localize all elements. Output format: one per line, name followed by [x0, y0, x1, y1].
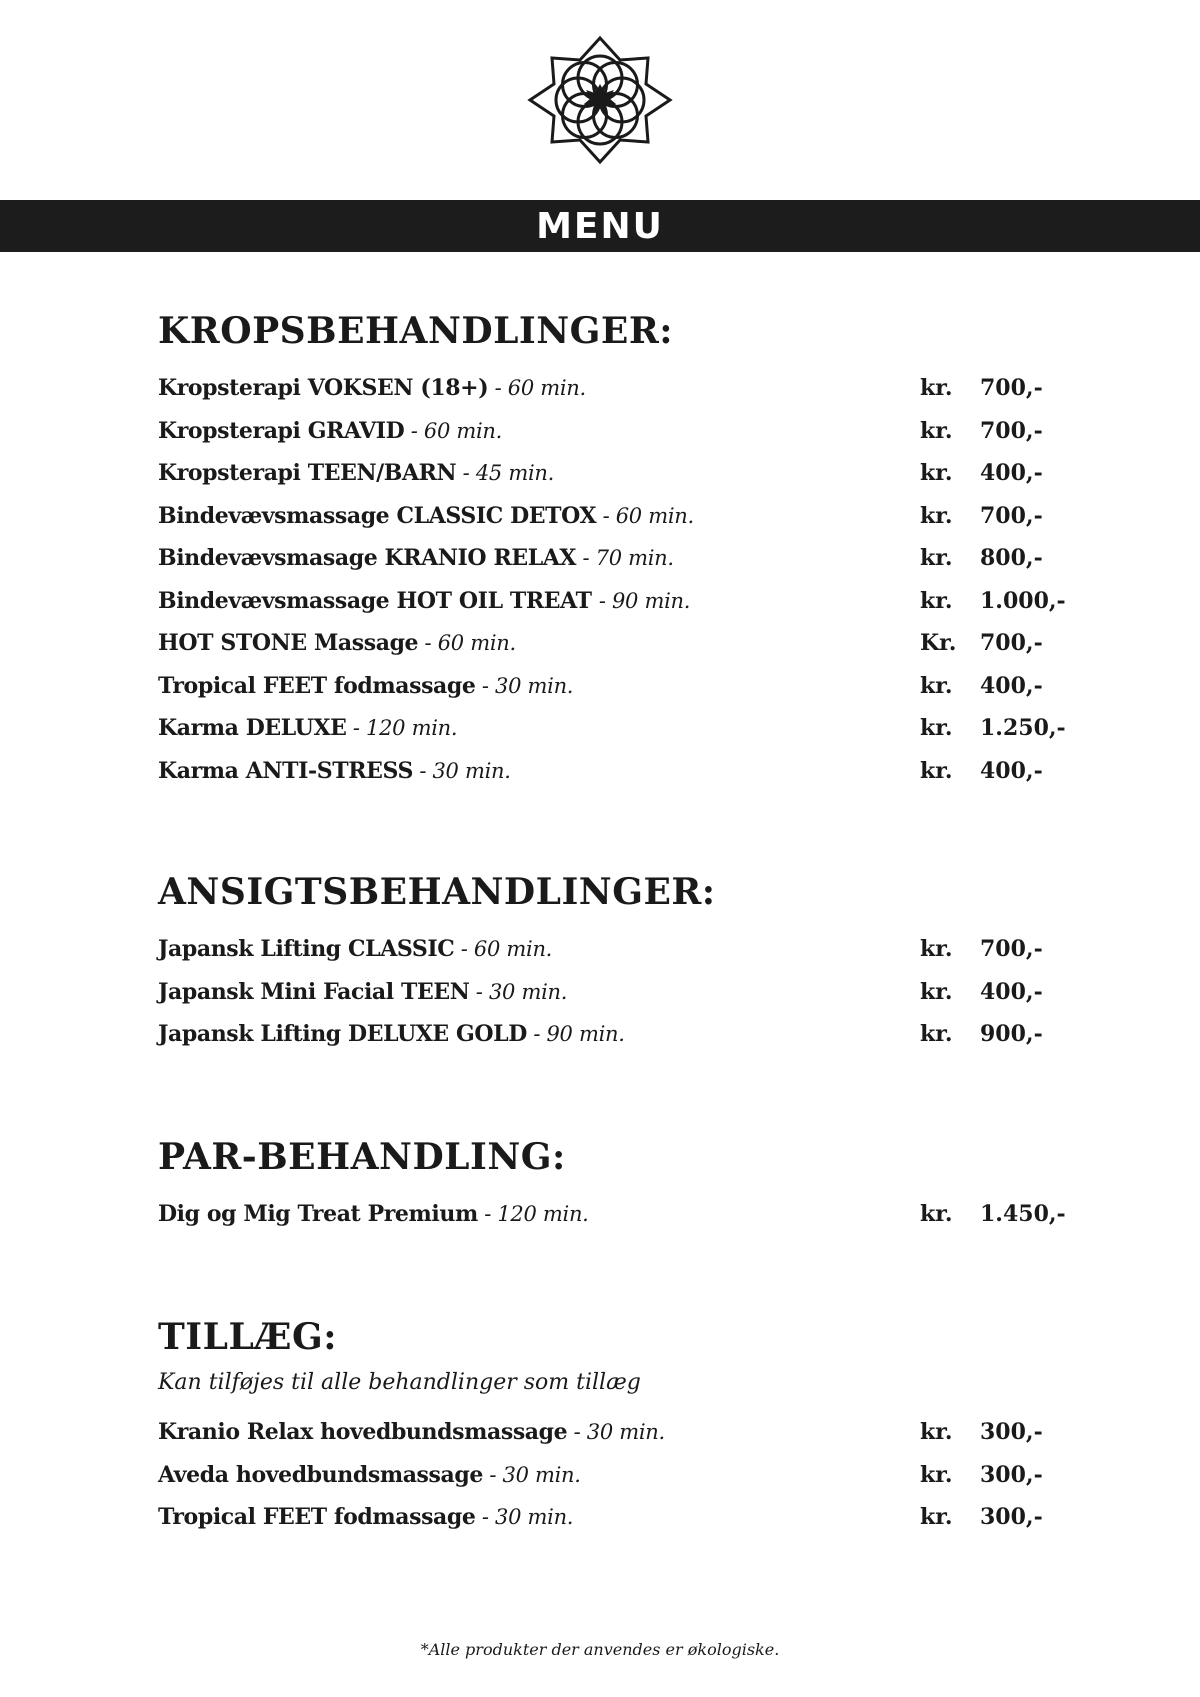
item-duration: - 45 min. [456, 461, 554, 485]
item-currency: kr. [920, 1201, 953, 1227]
item-price: 700,- [980, 502, 1043, 529]
item-name: Japansk Lifting DELUXE GOLD [158, 1021, 527, 1047]
item-name: HOT STONE Massage [158, 630, 419, 656]
section-tillaeg [158, 1315, 1088, 1539]
item-duration: - 30 min. [482, 1462, 581, 1487]
item-name: Bindevævsmasage KRANIO RELAX [158, 545, 577, 571]
menu-item [158, 537, 1088, 580]
item-price: 300,- [980, 1419, 1043, 1445]
section-ansigtsbehandlinger [158, 870, 1088, 1056]
item-currency: kr. [920, 417, 953, 444]
item-currency: kr. [920, 715, 953, 741]
item-currency: kr. [920, 545, 953, 571]
item-duration: - 90 min. [598, 588, 691, 613]
menu-item [158, 1193, 1088, 1236]
item-list [158, 1193, 1088, 1236]
menu-item [158, 580, 1088, 623]
item-name: Dig og Mig Treat Premium [158, 1201, 478, 1227]
item-currency: kr. [920, 460, 953, 486]
menu-item [158, 1454, 1088, 1497]
item-price: 400,- [980, 460, 1043, 486]
item-list [158, 367, 1088, 792]
item-duration: - 60 min. [404, 418, 503, 443]
item-duration: - 90 min. [526, 1022, 625, 1046]
item-name: Kropsterapi GRAVID [158, 417, 405, 444]
menu-item [158, 452, 1088, 495]
item-price: 1.450,- [980, 1201, 1066, 1227]
menu-item [158, 1496, 1088, 1539]
item-name: Tropical FEET fodmassage [158, 672, 476, 699]
item-price: 700,- [980, 417, 1043, 444]
item-name: Japansk Lifting CLASSIC [158, 936, 455, 962]
item-price: 900,- [980, 1021, 1043, 1047]
item-currency: kr. [920, 1021, 953, 1047]
lotus-mandala-icon [524, 30, 676, 170]
item-name: Bindevævsmassage HOT OIL TREAT [158, 587, 599, 614]
item-price: 300,- [980, 1504, 1043, 1530]
section-par-behandling [158, 1135, 1088, 1236]
item-duration: - 60 min. [418, 631, 516, 655]
item-name: Aveda hovedbundsmassage [158, 1461, 483, 1488]
item-name: Tropical FEET fodmassage [158, 1504, 476, 1530]
item-duration: - 60 min. [488, 376, 586, 400]
item-list [158, 928, 1088, 1056]
item-name: Karma DELUXE [158, 715, 347, 741]
menu-item [158, 495, 1088, 538]
section-title: ANSIGTSBEHANDLINGER: [158, 871, 716, 913]
menu-item [158, 1411, 1088, 1454]
item-name: Kranio Relax hovedbundsmassage [158, 1419, 568, 1445]
item-price: 700,- [980, 936, 1043, 962]
footnote: *Alle produkter der anvendes er økologiske. [420, 1640, 780, 1659]
section-title: TILLÆG: [158, 1316, 338, 1358]
item-duration: - 60 min. [596, 503, 694, 528]
item-duration: - 120 min. [346, 716, 458, 740]
item-currency: Kr. [920, 630, 957, 656]
item-currency: kr. [920, 757, 953, 784]
section-title: PAR-BEHANDLING: [158, 1136, 566, 1178]
item-currency: kr. [920, 1419, 953, 1445]
item-duration: - 30 min. [475, 1505, 574, 1529]
menu-banner [0, 200, 1200, 252]
menu-item [158, 1013, 1088, 1056]
item-price: 700,- [980, 375, 1043, 401]
item-duration: - 30 min. [469, 979, 568, 1004]
item-price: 300,- [980, 1461, 1043, 1488]
item-price: 400,- [980, 672, 1043, 699]
item-currency: kr. [920, 978, 953, 1005]
item-currency: kr. [920, 936, 953, 962]
item-name: Karma ANTI-STRESS [158, 757, 413, 784]
item-currency: kr. [920, 375, 953, 401]
menu-item [158, 707, 1088, 750]
menu-item [158, 410, 1088, 453]
section-note: Kan tilføjes til alle behandlinger som tillæg [158, 1370, 641, 1395]
page-title: MENU [536, 205, 664, 247]
menu-item [158, 622, 1088, 665]
item-duration: - 60 min. [454, 937, 553, 961]
menu-item [158, 750, 1088, 793]
item-price: 800,- [980, 545, 1043, 571]
item-price: 400,- [980, 757, 1043, 784]
section-kropsbehandlinger [158, 309, 1088, 792]
menu-item [158, 367, 1088, 410]
item-duration: - 70 min. [576, 546, 674, 570]
menu-item [158, 928, 1088, 971]
item-duration: - 120 min. [477, 1202, 589, 1226]
item-currency: kr. [920, 672, 953, 699]
item-duration: - 30 min. [567, 1420, 665, 1444]
item-name: Kropsterapi VOKSEN (18+) [158, 375, 489, 401]
item-currency: kr. [920, 1504, 953, 1530]
item-currency: kr. [920, 587, 953, 614]
item-price: 1.000,- [980, 587, 1066, 614]
item-name: Japansk Mini Facial TEEN [158, 978, 470, 1005]
item-list [158, 1411, 1088, 1539]
item-duration: - 30 min. [412, 758, 511, 783]
item-currency: kr. [920, 1461, 953, 1488]
item-currency: kr. [920, 502, 953, 529]
item-price: 1.250,- [980, 715, 1066, 741]
item-name: Bindevævsmassage CLASSIC DETOX [158, 502, 597, 529]
item-price: 400,- [980, 978, 1043, 1005]
menu-item [158, 665, 1088, 708]
section-title: KROPSBEHANDLINGER: [158, 310, 674, 352]
item-price: 700,- [980, 630, 1043, 656]
item-duration: - 30 min. [475, 673, 574, 698]
item-name: Kropsterapi TEEN/BARN [158, 460, 457, 486]
menu-item [158, 971, 1088, 1014]
